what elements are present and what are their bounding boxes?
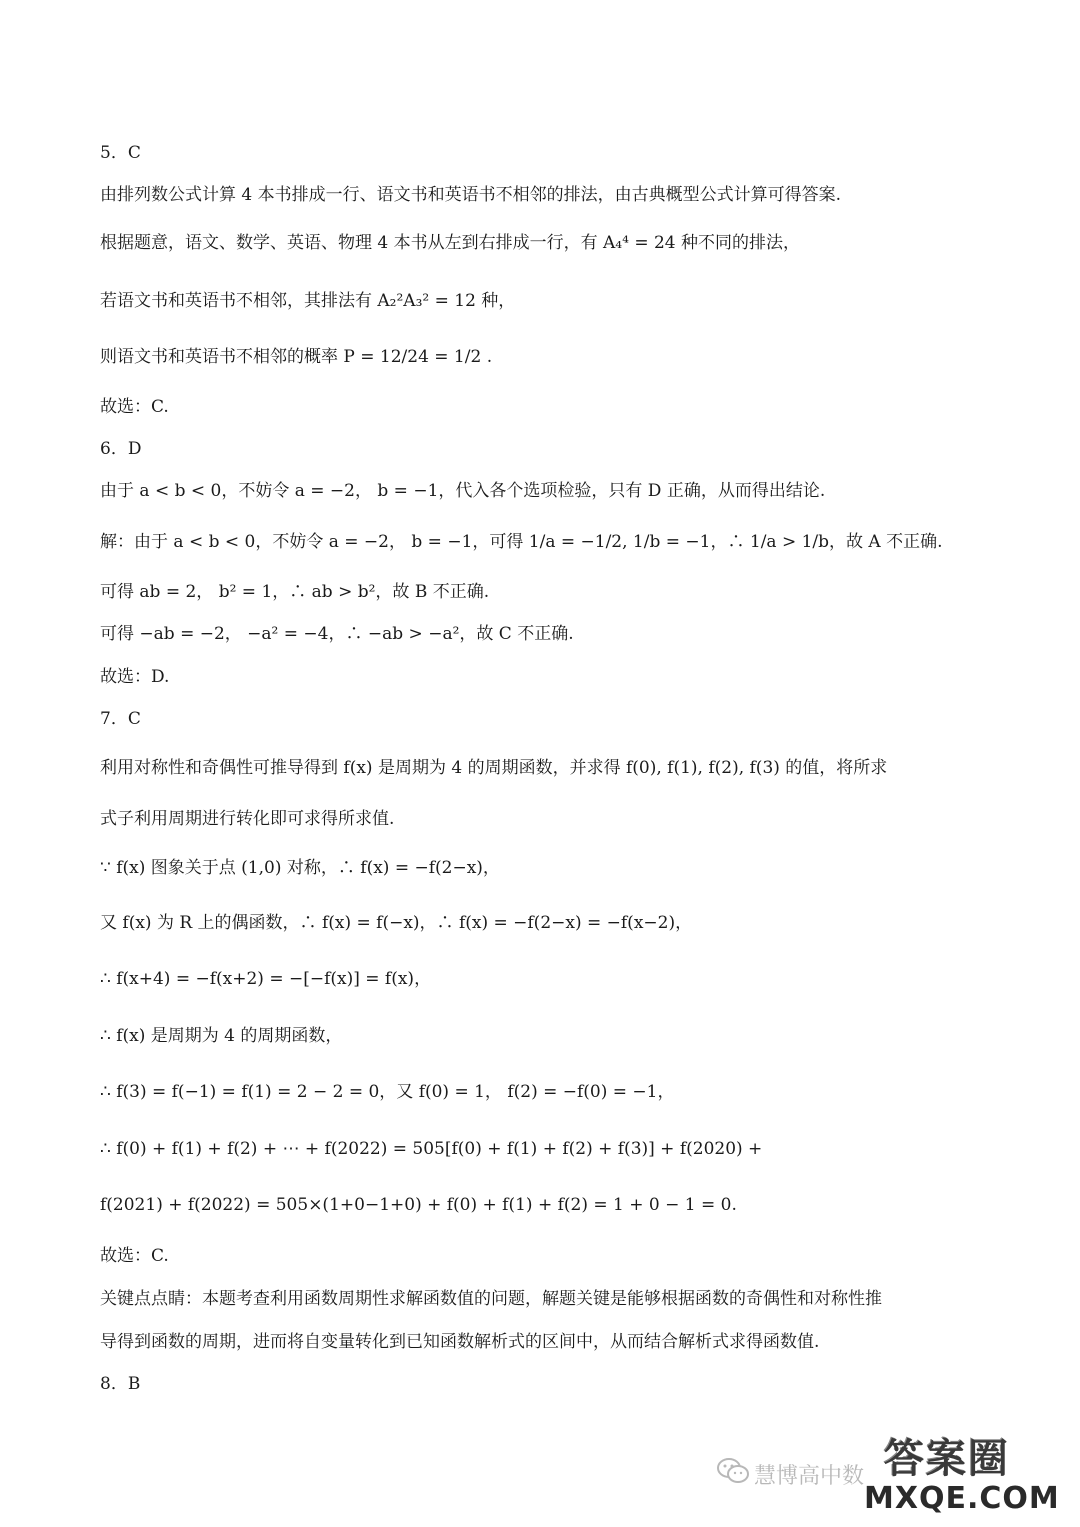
watermark-site: MXQE.COM — [864, 1481, 1060, 1516]
watermark-account: 慧博高中数 — [754, 1464, 865, 1489]
text-line: 可得 ab = 2， b² = 1，∴ ab > b²，故 B 不正确. — [100, 582, 490, 602]
text-line: 若语文书和英语书不相邻，其排法有 A₂²A₃² = 12 种， — [100, 291, 516, 311]
text-line: 利用对称性和奇偶性可推导得到 f(x) 是周期为 4 的周期函数，并求得 f(0), f(1), f(2), f(3) 的值，将所求 — [100, 758, 888, 778]
text-line: 则语文书和英语书不相邻的概率 P = 12/24 = 1/2 . — [100, 347, 493, 367]
text-line: 导得到函数的周期，进而将自变量转化到已知函数解析式的区间中，从而结合解析式求得函数值. — [100, 1332, 820, 1352]
text-line: ∵ f(x) 图象关于点 (1,0) 对称，∴ f(x) = −f(2−x)， — [100, 858, 500, 878]
text-line: 由于 a < b < 0，不妨令 a = −2， b = −1，代入各个选项检验，只有 D 正确，从而得出结论. — [100, 481, 826, 501]
text-line: 又 f(x) 为 R 上的偶函数，∴ f(x) = f(−x)，∴ f(x) = −f(2−x) = −f(x−2)， — [100, 913, 693, 933]
text-line: ∴ f(3) = f(−1) = f(1) = 2 − 2 = 0，又 f(0) = 1， f(2) = −f(0) = −1， — [100, 1082, 675, 1102]
text-line: 解：由于 a < b < 0，不妨令 a = −2， b = −1，可得 1/a = −1/2, 1/b = −1，∴ 1/a > 1/b，故 A 不正确. — [100, 532, 943, 552]
text-line: 根据题意，语文、数学、英语、物理 4 本书从左到右排成一行，有 A₄⁴ = 24 种不同的排法， — [100, 233, 801, 253]
text-line: 故选：C. — [100, 397, 169, 417]
wechat-icon — [716, 1457, 750, 1491]
text-line: 可得 −ab = −2， −a² = −4，∴ −ab > −a²，故 C 不正确. — [100, 624, 574, 644]
answer-7-heading: 7．C — [100, 709, 141, 729]
text-line: 故选：C. — [100, 1246, 169, 1266]
text-line: ∴ f(x+4) = −f(x+2) = −[−f(x)] = f(x)， — [100, 969, 432, 989]
text-line: f(2021) + f(2022) = 505×(1+0−1+0) + f(0) + f(1) + f(2) = 1 + 0 − 1 = 0. — [100, 1195, 737, 1215]
text-line: 故选：D. — [100, 667, 170, 687]
answer-6-heading: 6．D — [100, 439, 142, 459]
text-line: 关键点点睛：本题考查利用函数周期性求解函数值的问题，解题关键是能够根据函数的奇偶性和对称性推 — [100, 1289, 882, 1309]
answer-5-heading: 5．C — [100, 143, 141, 163]
text-line: 由排列数公式计算 4 本书排成一行、语文书和英语书不相邻的排法，由古典概型公式计算可得答案. — [100, 185, 842, 205]
answer-8-heading: 8．B — [100, 1374, 141, 1394]
watermark-logo: 答案圈 — [884, 1436, 1010, 1482]
text-line: ∴ f(0) + f(1) + f(2) + ⋯ + f(2022) = 505[f(0) + f(1) + f(2) + f(3)] + f(2020) + — [100, 1139, 763, 1159]
text-line: 式子利用周期进行转化即可求得所求值. — [100, 809, 395, 829]
watermark — [714, 1423, 1074, 1523]
text-line: ∴ f(x) 是周期为 4 的周期函数， — [100, 1026, 343, 1046]
